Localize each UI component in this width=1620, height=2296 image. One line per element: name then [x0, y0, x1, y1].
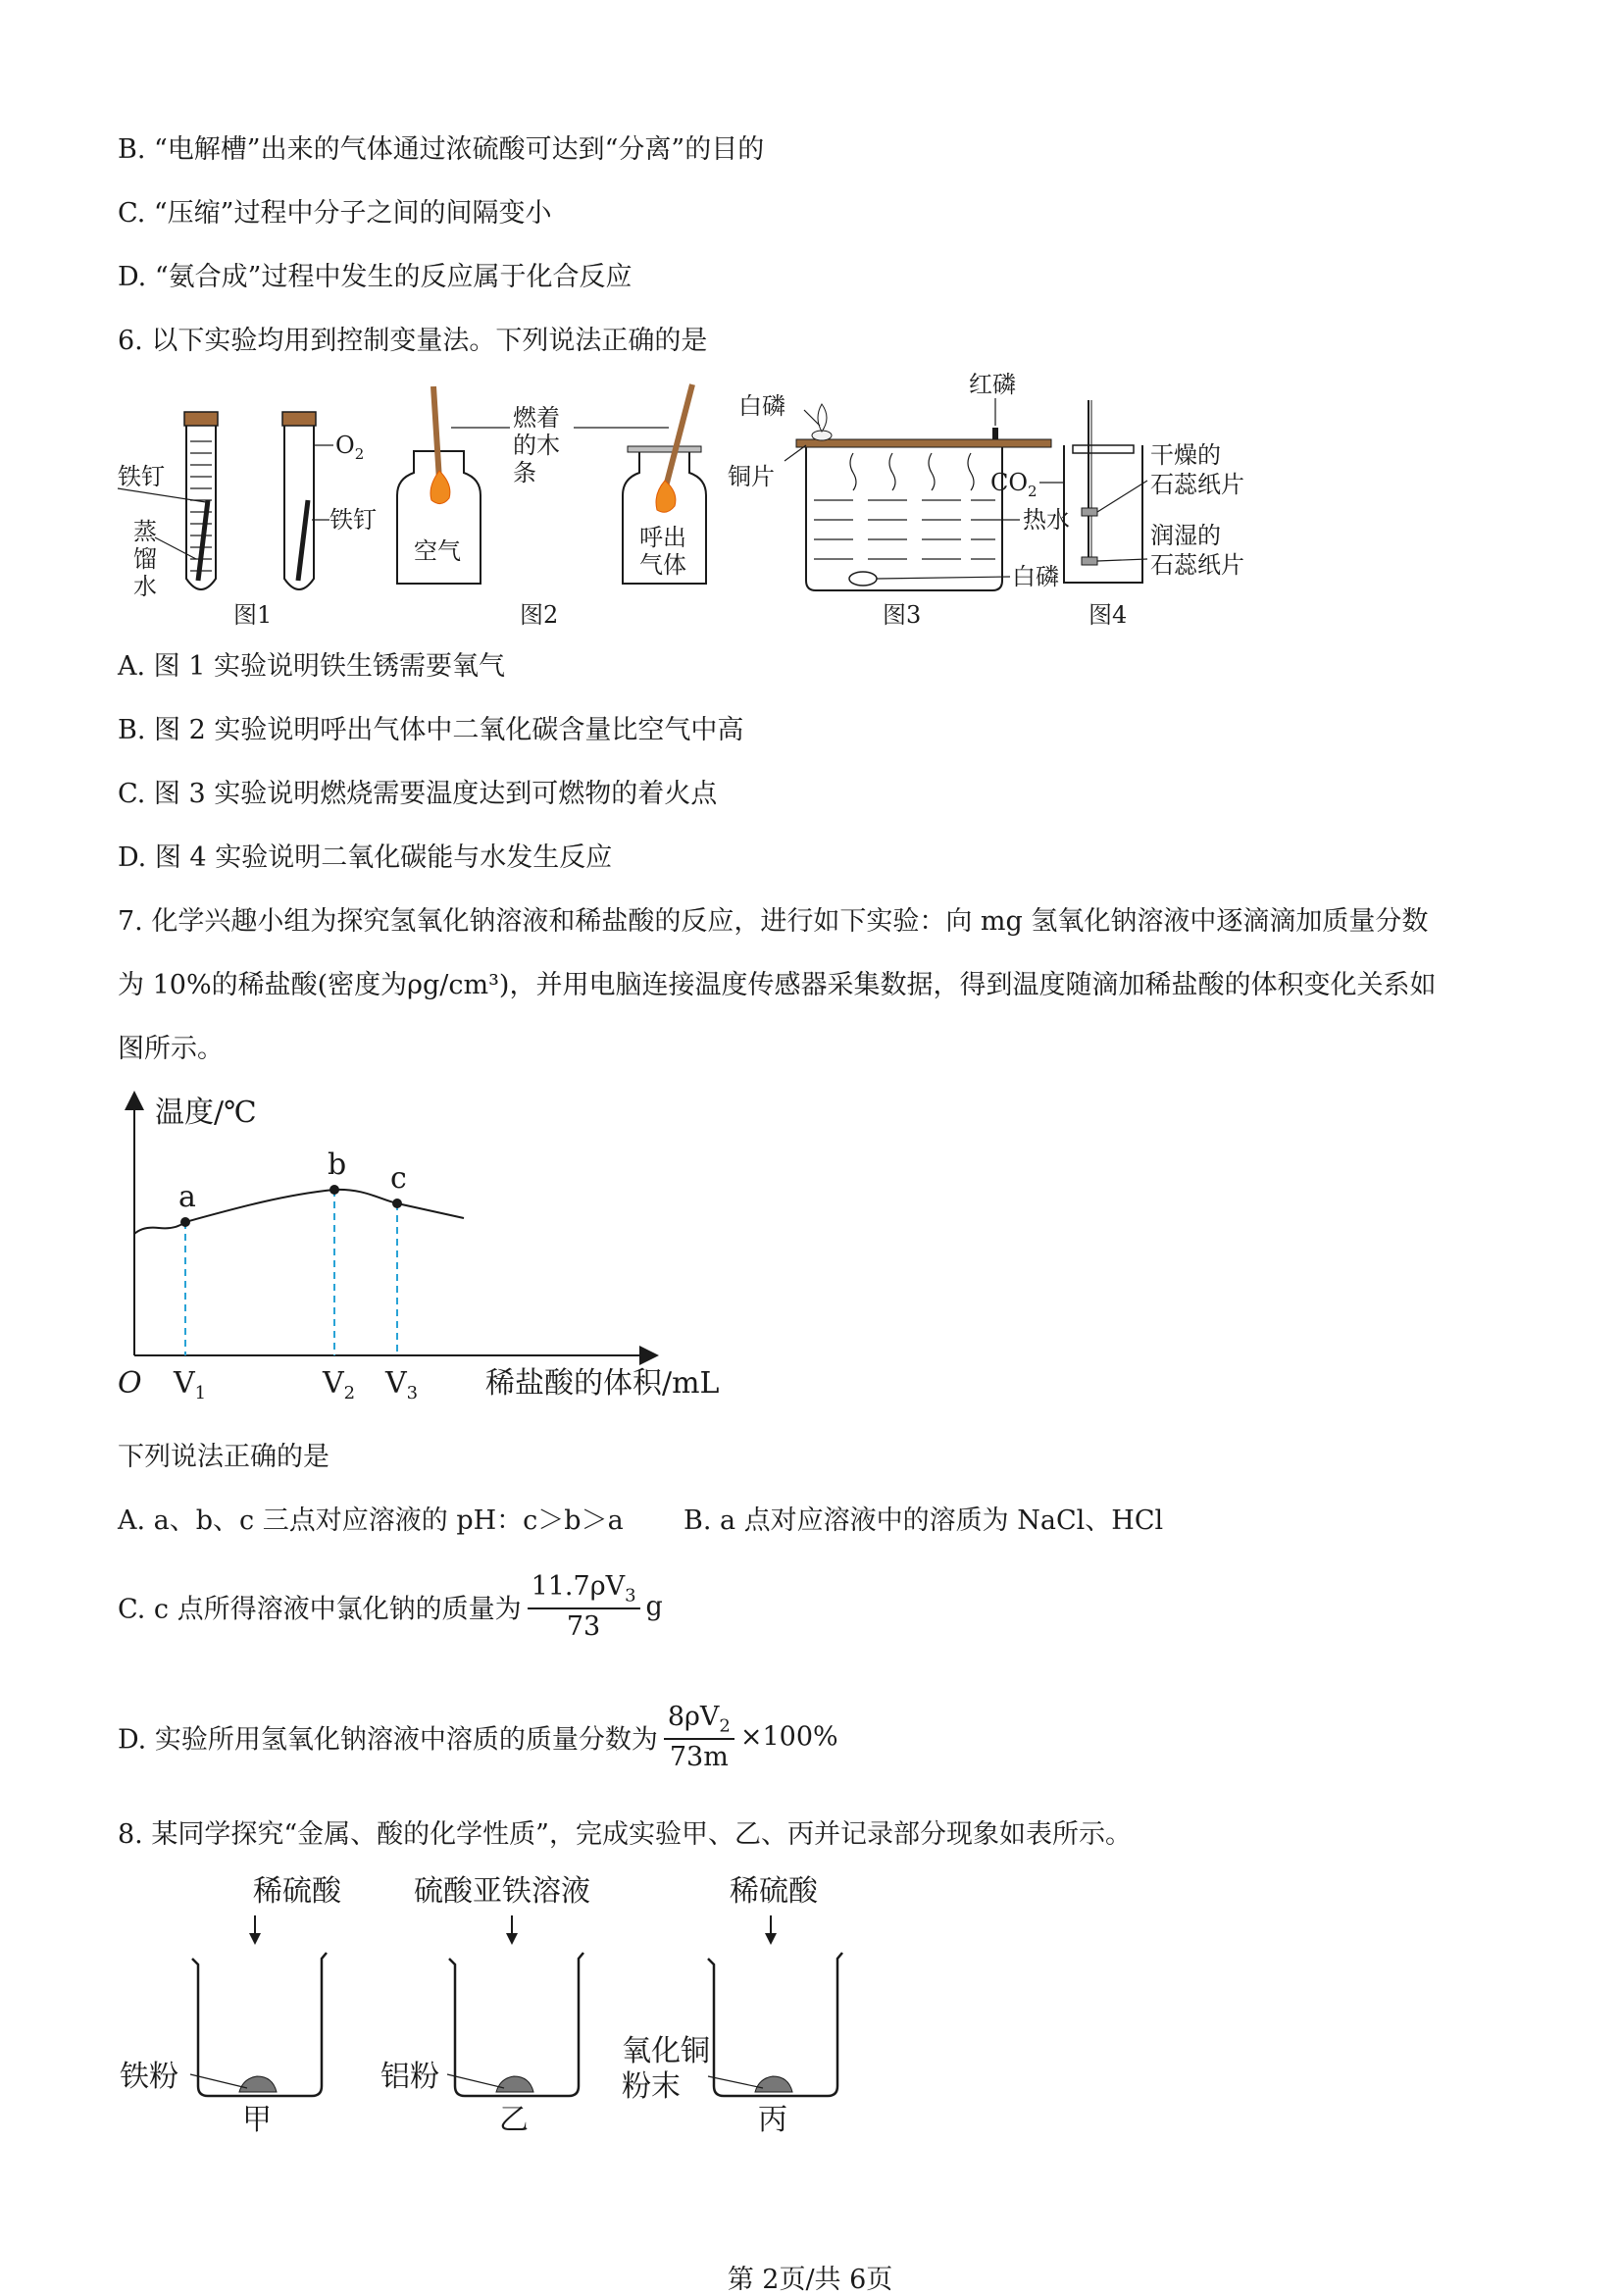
q7-option-c-fraction: [528, 1571, 640, 1642]
q6-stem: 6. 以下实验均用到控制变量法。下列说法正确的是: [118, 326, 708, 356]
fig1-stopper-left: [184, 412, 218, 426]
reagent-label-yi: 硫酸亚铁溶液: [414, 1874, 590, 1909]
beaker-yi: [380, 1874, 590, 2137]
beaker-name-yi: 乙: [499, 2103, 529, 2137]
q7-c-denominator: 73: [566, 1611, 601, 1643]
q7-option-d-fraction: [664, 1702, 734, 1772]
fig3-copper-sheet: [796, 439, 1051, 447]
point-c: [392, 1199, 402, 1208]
point-label-a: a: [178, 1180, 196, 1214]
beaker-name-bing: 丙: [758, 2103, 787, 2137]
fig4-wet-litmus: [1082, 557, 1097, 565]
q7-option-d-tail: ×100%: [739, 1721, 838, 1753]
powder-yi: [496, 2076, 533, 2092]
fig4-label-wet-1: 润湿的: [1150, 522, 1221, 549]
solid-label-jia: 铁粉: [120, 2060, 178, 2094]
point-label-c: c: [390, 1161, 407, 1196]
fig1-label-water-2: 馏: [133, 545, 157, 573]
q5-option-d: D. “氨合成”过程中发生的反应属于化合反应: [118, 262, 633, 292]
fig1-label-nail: 铁钉: [118, 463, 165, 490]
fig3-white-p-underwater: [849, 572, 877, 586]
fig1-nail-right: [298, 500, 308, 581]
fig2-label-stick-3: 条: [513, 459, 536, 486]
fig3-label-hot-water: 热水: [1023, 506, 1070, 534]
beaker-jia-body: [192, 1953, 327, 2096]
fig3-label-red-p: 红磷: [969, 371, 1016, 398]
fig1-iron-rust-tubes: [118, 412, 377, 629]
q6-option-a: A. 图 1 实验说明铁生锈需要氧气: [118, 651, 506, 682]
fig1-label-water-3: 水: [133, 573, 157, 600]
y-axis-label: 温度/℃: [155, 1096, 257, 1130]
q7-option-b: B. a 点对应溶液中的溶质为 NaCl、HCl: [683, 1505, 1164, 1536]
beaker-yi-body: [449, 1953, 583, 2096]
x-axis-label: 稀盐酸的体积/mL: [485, 1366, 720, 1401]
fig2-label-stick-2: 的木: [513, 432, 560, 459]
fig4-label-co2: $CO_2$: [990, 469, 1038, 500]
q6-option-b: B. 图 2 实验说明呼出气体中二氧化碳含量比空气中高: [118, 715, 744, 745]
q6-figures: [108, 363, 1265, 638]
fig2-caption: 图2: [520, 601, 559, 629]
q5-option-b: B. “电解槽”出来的气体通过浓硫酸可达到“分离”的目的: [118, 134, 765, 165]
page-footer: 第 2页/共 6页: [727, 2265, 893, 2295]
beaker-name-jia: 甲: [242, 2103, 272, 2137]
fig2-label-exhaled-1: 呼出: [639, 524, 686, 551]
point-a: [180, 1217, 190, 1227]
q7-option-a: A. a、b、c 三点对应溶液的 pH：c＞b＞a: [118, 1505, 624, 1536]
powder-bing: [755, 2076, 792, 2092]
solid-label-bing-1: 氧化铜: [622, 2034, 710, 2068]
fig3-beaker: [806, 447, 1002, 590]
origin-label: O: [118, 1366, 142, 1401]
fig4-label-dry-2: 石蕊纸片: [1150, 471, 1244, 498]
fig2-label-air: 空气: [414, 537, 461, 565]
q5-option-c: C. “压缩”过程中分子之间的间隔变小: [118, 198, 552, 229]
q7-c-numerator: 11.7ρV: [531, 1571, 626, 1602]
fig4-stopper: [1073, 445, 1134, 453]
point-b: [329, 1185, 339, 1195]
q7-option-d-text: D. 实验所用氢氧化钠溶液中溶质的质量分数为: [118, 1724, 658, 1756]
fig1-label-o2: $O_2$: [335, 432, 365, 463]
q7-option-c-text: C. c 点所得溶液中氯化钠的质量为: [118, 1594, 522, 1625]
fig3-combustion-beaker: [728, 371, 1070, 629]
q7-option-c: [118, 1571, 663, 1642]
solid-label-bing-2: 粉末: [622, 2069, 681, 2104]
q8-beakers-figure: [108, 1868, 873, 2137]
fig2-exhaled-gas-bottles: [397, 384, 706, 629]
fig1-label-water-1: 蒸: [133, 518, 157, 545]
point-label-b: b: [328, 1148, 347, 1182]
fig3-label-white-p-bottom: 白磷: [1012, 563, 1059, 590]
chart-marks: [173, 1148, 418, 1403]
fig2-label-stick-1: 燃着: [513, 404, 560, 432]
beaker-jia: [120, 1874, 342, 2137]
x-tick-label-1: $V_1$: [174, 1366, 207, 1403]
q7-stem-line-2: 为 10%的稀盐酸(密度为ρg/cm³)，并用电脑连接温度传感器采集数据，得到温度随滴加稀盐酸的体积变化关系如: [118, 970, 1437, 1000]
solid-label-yi: 铝粉: [380, 2060, 439, 2094]
beaker-bing: [622, 1874, 842, 2137]
fig4-label-dry-1: 干燥的: [1150, 441, 1221, 469]
fig4-bottle: [1064, 445, 1142, 583]
fig1-label-nail-2: 铁钉: [329, 506, 377, 534]
x-tick-label-3: $V_3$: [385, 1366, 419, 1403]
q7-option-d: [118, 1702, 838, 1772]
fig4-label-wet-2: 石蕊纸片: [1150, 551, 1244, 579]
fig4-caption: 图4: [1088, 601, 1128, 629]
q7-option-c-unit: g: [645, 1591, 663, 1622]
fig3-red-p: [992, 428, 998, 439]
fig2-label-exhaled-2: 气体: [639, 551, 686, 579]
reagent-label-jia: 稀硫酸: [253, 1874, 341, 1909]
q6-option-d: D. 图 4 实验说明二氧化碳能与水发生反应: [118, 842, 613, 873]
q7-d-numerator: 8ρV: [667, 1702, 720, 1732]
q7-c-subscript: 3: [625, 1585, 636, 1607]
x-tick-label-2: $V_2$: [323, 1366, 356, 1403]
q7-stem-line-3: 图所示。: [118, 1034, 224, 1064]
fig3-label-white-p-top: 白磷: [738, 392, 785, 420]
beaker-bing-body: [708, 1953, 842, 2096]
q7-stem-line-1: 7. 化学兴趣小组为探究氢氧化钠溶液和稀盐酸的反应，进行如下实验：向 mg 氢氧化钠溶液中逐滴滴加质量分数: [118, 906, 1429, 937]
fig4-dry-litmus: [1082, 508, 1097, 516]
q7-prompt: 下列说法正确的是: [118, 1442, 329, 1472]
q7-temperature-chart: [108, 1079, 775, 1412]
fig3-water-lines: [814, 500, 995, 559]
q8-stem: 8. 某同学探究“金属、酸的化学性质”，完成实验甲、乙、丙并记录部分现象如表所示。: [118, 1819, 1132, 1850]
reagent-label-bing: 稀硫酸: [730, 1874, 818, 1909]
fig3-steam: [850, 453, 974, 490]
powder-jia: [239, 2076, 277, 2092]
fig1-stopper-right: [282, 412, 316, 426]
fig1-caption: 图1: [233, 601, 273, 629]
q7-d-subscript: 2: [719, 1715, 731, 1737]
q6-option-c: C. 图 3 实验说明燃烧需要温度达到可燃物的着火点: [118, 779, 718, 809]
fig2-glass-plate: [628, 446, 701, 452]
fig3-label-copper: 铜片: [728, 463, 775, 490]
q7-d-denominator: 73m: [669, 1742, 729, 1773]
fig3-caption: 图3: [883, 601, 922, 629]
